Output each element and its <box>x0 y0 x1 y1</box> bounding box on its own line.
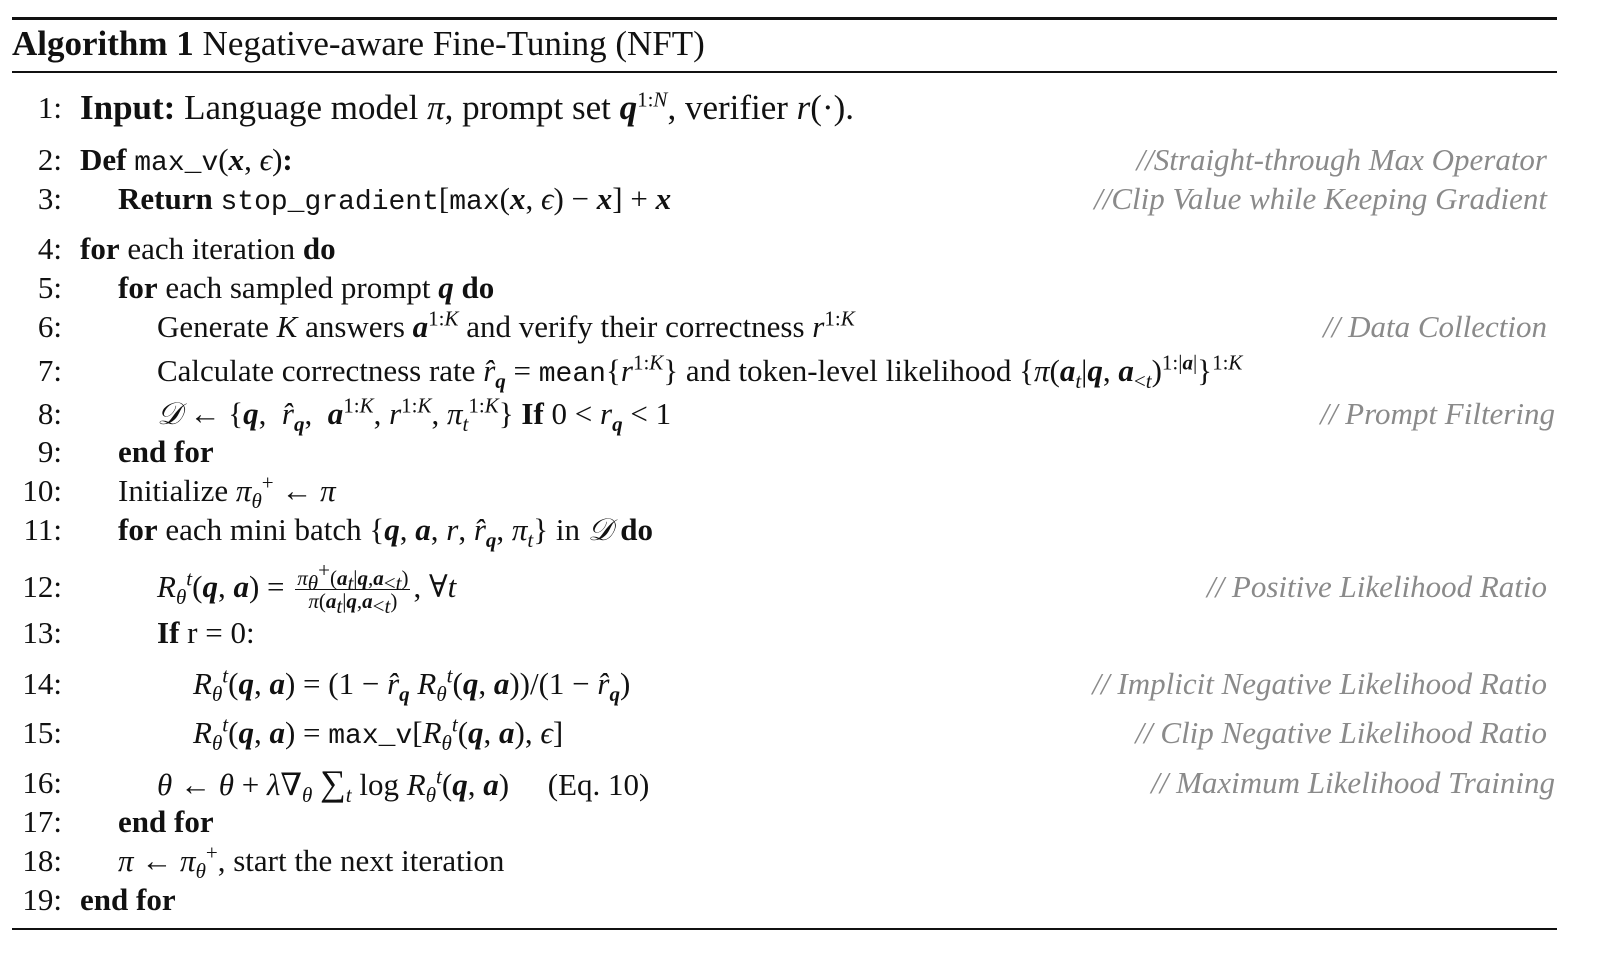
algorithm-line-2 <box>0 140 1609 180</box>
line-number: 19: <box>22 882 62 917</box>
line-code: θ ← $\theta + \lambda\nabla_\theta$ $\sum_t$ $\log R_\theta^t(q$, a) (Eq. 10) <box>157 763 650 808</box>
line-number: 7: <box>37 353 62 388</box>
line-number: 11: <box>23 512 62 547</box>
algorithm-line-1 <box>0 88 1609 128</box>
line-code: If r = 0: <box>157 615 255 650</box>
algorithm-line-9 <box>0 432 1609 472</box>
keyword-input: Input: <box>80 88 176 127</box>
algorithm-line-17 <box>0 802 1609 842</box>
algorithm-label: Algorithm 1 <box>12 24 194 63</box>
line-number: 8: <box>37 396 62 431</box>
algorithm-line-14 <box>0 663 1609 707</box>
likelihood-fraction: $\frac{\pi_\theta^+(a_t|q,a_{<t})}{\pi(a_t|q,a_{<t})}$ <box>297 558 409 619</box>
line-code: end for <box>80 882 176 917</box>
line-number: 2: <box>37 142 62 177</box>
line-comment: // Maximum Likelihood Training <box>1151 765 1555 800</box>
line-number: 13: <box>22 615 62 650</box>
line-number: 9: <box>37 434 62 469</box>
line-comment: // Prompt Filtering <box>1320 396 1555 431</box>
line-code: Calculate correctness rate $r̂_q$ = $mean\{r^{1:K}\}$ and token-level likelihood {$\pi(a_t|q$, $a_{<t})^{1:|a|}\}^{1:K}$ <box>157 350 1243 394</box>
line-number: 12: <box>22 569 62 604</box>
bottom-rule <box>12 928 1557 930</box>
line-number: 5: <box>37 270 62 305</box>
line-number: 4: <box>37 231 62 266</box>
line-code: Input: Language model π, prompt set $q^{1:N}$, verifier r(·). <box>80 87 855 127</box>
line-code: π ← $\pi_\theta^+$, start the next iteration <box>118 840 505 884</box>
algorithm-line-18 <box>0 840 1609 884</box>
line-comment: // Positive Likelihood Ratio <box>1206 569 1547 604</box>
algorithm-title <box>12 22 705 66</box>
algorithm-line-10 <box>0 470 1609 514</box>
line-number: 15: <box>22 715 62 750</box>
line-code: Generate K answers $a^{1:K}$ and verify their correctness $r^{1:K}$ <box>157 306 855 344</box>
keyword-def: Def <box>80 142 127 177</box>
line-code: $R_\theta^t(q$, $a) = (1 - r̂_q$ $R_\theta^t(q$, $a))/(1 - r̂_q)$ <box>193 663 631 707</box>
line-number: 1: <box>37 90 62 125</box>
algorithm-line-7 <box>0 350 1609 394</box>
top-rule <box>12 17 1557 20</box>
line-number: 14: <box>22 666 62 701</box>
algorithm-line-15 <box>0 712 1609 756</box>
algorithm-line-11 <box>0 510 1609 553</box>
function-name: stop_gradient <box>220 187 439 218</box>
line-code: $R_\theta^t(q$, $a) = \max\_v[R_\theta^t(q$, a), ϵ] <box>193 712 564 756</box>
line-comment: //Clip Value while Keeping Gradient <box>1094 181 1547 216</box>
line-code: end for <box>118 434 214 469</box>
line-number: 3: <box>37 181 62 216</box>
function-name: max_v <box>134 148 219 179</box>
line-number: 18: <box>22 843 62 878</box>
line-code: for each sampled prompt q do <box>118 270 495 305</box>
line-comment: //Straight-through Max Operator <box>1136 142 1547 177</box>
line-number: 17: <box>22 804 62 839</box>
header-rule <box>12 71 1557 73</box>
algorithm-line-16 <box>0 763 1609 808</box>
algorithm-line-13 <box>0 613 1609 653</box>
line-code: Def max_v(x, ϵ): <box>80 142 293 179</box>
line-code: $R_\theta^t(q$, a) = $\frac{\pi_\theta^+(a_t|q,a_{<t})}{\pi(a_t|q,a_{<t})}$ , ∀t <box>157 558 457 619</box>
line-code: for each iteration do <box>80 231 336 266</box>
line-code: 𝒟 ← {q, $r̂_q$, $a^{1:K}$, $r^{1:K}$, $\pi_t^{1:K}$} If $0 < r_q < 1$ <box>157 393 672 437</box>
line-comment: // Data Collection <box>1323 309 1547 344</box>
algorithm-line-5 <box>0 268 1609 308</box>
algorithm-line-4 <box>0 229 1609 269</box>
equation-reference: (Eq. 10) <box>547 767 650 802</box>
algorithm-line-8 <box>0 393 1609 437</box>
line-code: end for <box>118 804 214 839</box>
line-comment: // Implicit Negative Likelihood Ratio <box>1092 666 1547 701</box>
line-code: Return stop_gradient[max(x, ϵ) − x] + x <box>118 181 672 218</box>
line-number: 16: <box>22 765 62 800</box>
line-code: Initialize $\pi_\theta^+$ ← π <box>118 470 336 514</box>
keyword-return: Return <box>118 181 213 216</box>
algorithm-line-12 <box>0 558 1609 619</box>
line-code: for each mini batch {q, a, r, $r̂_q$, $\pi_t$} in 𝒟 do <box>118 512 654 553</box>
algorithm-line-3 <box>0 179 1609 219</box>
line-number: 6: <box>37 309 62 344</box>
algorithm-name: Negative-aware Fine-Tuning (NFT) <box>202 24 705 63</box>
line-comment: // Clip Negative Likelihood Ratio <box>1135 715 1547 750</box>
algorithm-line-6 <box>0 307 1609 347</box>
line-number: 10: <box>22 473 62 508</box>
algorithm-line-19 <box>0 880 1609 920</box>
